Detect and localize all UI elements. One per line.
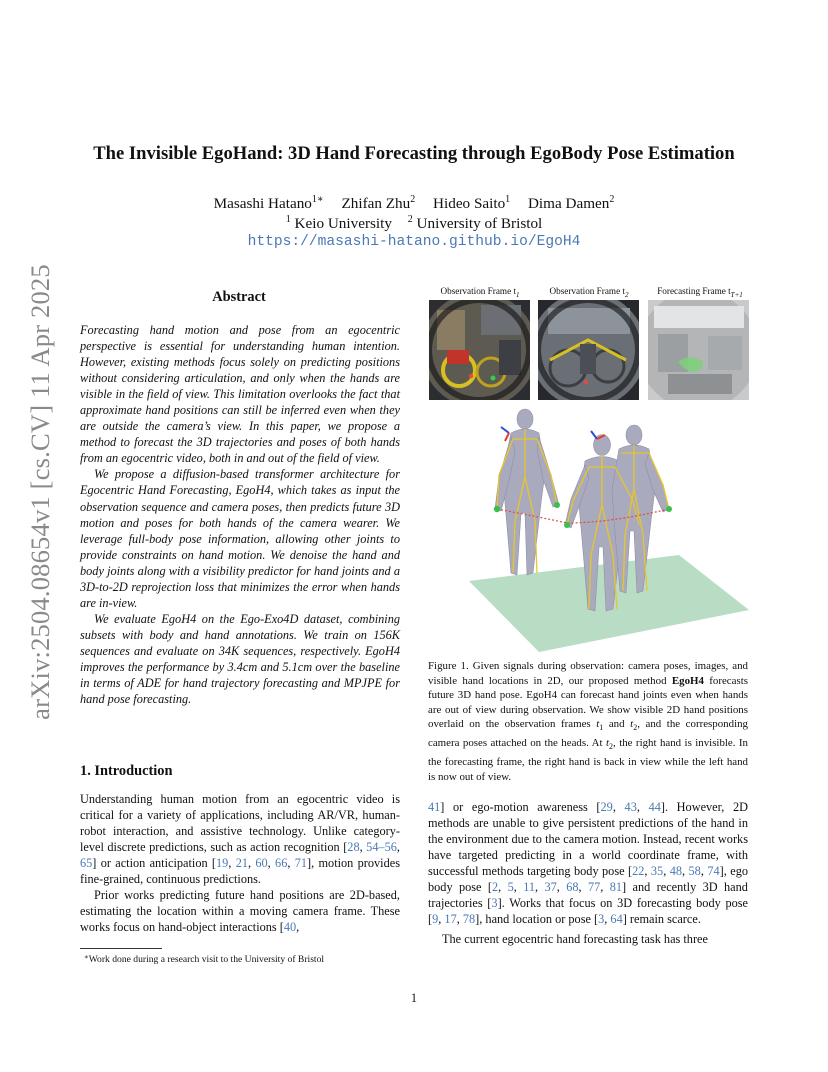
- citation-link[interactable]: 44: [648, 800, 661, 814]
- author-list: [40, 194, 788, 213]
- abstract-paragraph: We propose a diffusion-based transformer architecture for Egocentric Hand Forecasting, EgoH4, which takes as input the observation sequence and camera poses, then predicts future 3D motion and poses for both hands of the camera wearer. We leverage full-body pose information, allowing other joints to provide constraints on hand motion. We denoise the hand and body joints along with a visibility predictor for hand joints and a 3D-to-2D reprojection loss that minimizes the error when hands are in-view.: [80, 467, 400, 610]
- citation-link[interactable]: 9: [432, 912, 439, 927]
- page-number: 1: [410, 991, 418, 1005]
- abstract-paragraph: Forecasting hand motion and pose from an egocentric perspective is essential for understanding human intention. However, existing methods focus solely on predicting positions without considering articulation, and only when the hands are visible in the field of view. This limitation overlooks the fact that approximate hand positions can still be inferred even when they are outside the camera’s view. In this paper, we propose a method to forecast the 3D trajectories and poses of both hands from an egocentric video, both in and out of the field of view.: [80, 323, 400, 466]
- citation-link[interactable]: 3: [598, 912, 605, 927]
- intro-left-column: [80, 791, 400, 935]
- affiliation: $^2$ University of Bristol: [407, 214, 543, 232]
- author: Hideo Saito$^1$: [433, 194, 511, 212]
- arxiv-side-label: arXiv:2504.08654v1 [cs.CV] 11 Apr 2025: [25, 264, 55, 720]
- citation-link[interactable]: 5: [507, 880, 514, 895]
- citation-link[interactable]: 40: [283, 920, 297, 935]
- body-pose-render: [429, 405, 749, 652]
- citation-link[interactable]: 64: [610, 912, 623, 927]
- affiliation-list: [40, 214, 788, 233]
- citation-link[interactable]: 65: [80, 856, 93, 871]
- figure-caption: Figure 1. Given signals during observation: camera poses, images, and visible hand locations in 2D, our proposed method EgoH4 forecasts future 3D hand pose. EgoH4 can forecast hand joints even when hands are out of view during observation. We show visible 2D hand positions overlaid on the observation frames $t_1$ and $t_2$, and the corresponding camera poses attached on the heads. At $t_2$, the right hand is invisible. In the forecasting frame, the right hand is back in view while the left hand is now out of view.: [428, 660, 749, 783]
- citation-link[interactable]: 41: [428, 800, 441, 814]
- citation-link[interactable]: 17: [444, 912, 457, 927]
- citation-link[interactable]: 19: [216, 856, 229, 871]
- footnote-divider: [80, 948, 162, 949]
- observation-frame-image: [429, 300, 530, 400]
- citation-link[interactable]: 68: [566, 880, 579, 895]
- citation-link[interactable]: 22: [632, 864, 645, 879]
- intro-paragraph: Understanding human motion from an egocentric video is critical for a variety of applications, including AR/VR, human-robot interaction, and assistive technology. Unlike category-level discrete predictions, such as action recognition [28, 54–56, 65] or action anticipation [19, 21, 60, 66, 71], motion provides fine-grained, continuous predictions.: [80, 792, 400, 887]
- citation-link[interactable]: 71: [294, 856, 308, 871]
- section-heading-introduction: 1. Introduction: [80, 763, 173, 779]
- project-url-link[interactable]: https://masashi-hatano.github.io/EgoH4: [247, 234, 581, 250]
- citation-link[interactable]: 35: [650, 864, 664, 879]
- citation-link[interactable]: 29: [600, 800, 613, 814]
- citation-link[interactable]: 43: [624, 800, 637, 814]
- citation-link[interactable]: 48: [669, 864, 683, 879]
- citation-link[interactable]: 2: [491, 880, 499, 895]
- citation-link[interactable]: 74: [707, 864, 720, 879]
- abstract-heading: Abstract: [212, 289, 266, 305]
- author: Dima Damen$^2$: [527, 194, 615, 212]
- affiliation: $^1$ Keio University: [285, 214, 392, 232]
- citation-link[interactable]: 37: [544, 880, 557, 895]
- citation-link[interactable]: 77: [588, 880, 601, 895]
- frame-label: Observation Frame $t_2$: [549, 286, 629, 299]
- abstract-paragraph: We evaluate EgoH4 on the Ego-Exo4D dataset, combining subsets with body and hand annotations. We train on 156K sequences and evaluate on 34K sequences, respectively. EgoH4 improves the performance by 3.4cm and 5.1cm over the baseline in terms of ADE for hand trajectory forecasting and MPJPE for hand pose forecasting.: [80, 611, 400, 707]
- abstract-body: [80, 322, 400, 707]
- citation-link[interactable]: 54–56: [366, 840, 397, 855]
- paper-title: The Invisible EgoHand: 3D Hand Forecasting through EgoBody Pose Estimation: [93, 143, 735, 164]
- observation-frame-image: [538, 300, 639, 400]
- intro-paragraph: 41] or ego-motion awareness [29, 43, 44]. However, 2D methods are unable to give persistent predictions of the hand in the environment due to the camera motion. Instead, recent works have targeted predicting in a world coordinate frame, with successful methods targeting body pose [22, 35, 48, 58, 74], ego body pose [2, 5, 11, 37, 68, 77, 81] and recently 3D hand trajectories [3]. Works that focus on 3D forecasting body pose [9, 17, 78], hand location or pose [3, 64] remain scarce.: [428, 800, 748, 927]
- intro-paragraph: Prior works predicting future hand positions are 2D-based, estimating the location within a moving camera frame. These works focus on hand-object interactions [40,: [80, 888, 400, 935]
- forecasting-frame-image: [648, 300, 749, 400]
- citation-link[interactable]: 81: [609, 880, 623, 895]
- frame-label: Forecasting Frame $t_{T+1}$: [657, 286, 743, 299]
- citation-link[interactable]: 78: [462, 912, 476, 927]
- citation-link[interactable]: 66: [275, 856, 288, 871]
- citation-link[interactable]: 60: [255, 856, 268, 871]
- intro-paragraph: The current egocentric hand forecasting task has three: [442, 932, 708, 947]
- author: Masashi Hatano$^{1∗}$: [213, 194, 324, 212]
- citation-link[interactable]: 21: [235, 856, 248, 871]
- citation-link[interactable]: 3: [491, 896, 498, 911]
- citation-link[interactable]: 28: [347, 840, 360, 855]
- intro-right-column: [428, 799, 748, 947]
- citation-link[interactable]: 11: [523, 880, 536, 895]
- author: Zhifan Zhu$^2$: [341, 194, 416, 212]
- footnote: ∗Work done during a research visit to the University of Bristol: [84, 953, 325, 965]
- citation-link[interactable]: 58: [688, 864, 701, 879]
- frame-label: Observation Frame $t_1$: [440, 286, 520, 299]
